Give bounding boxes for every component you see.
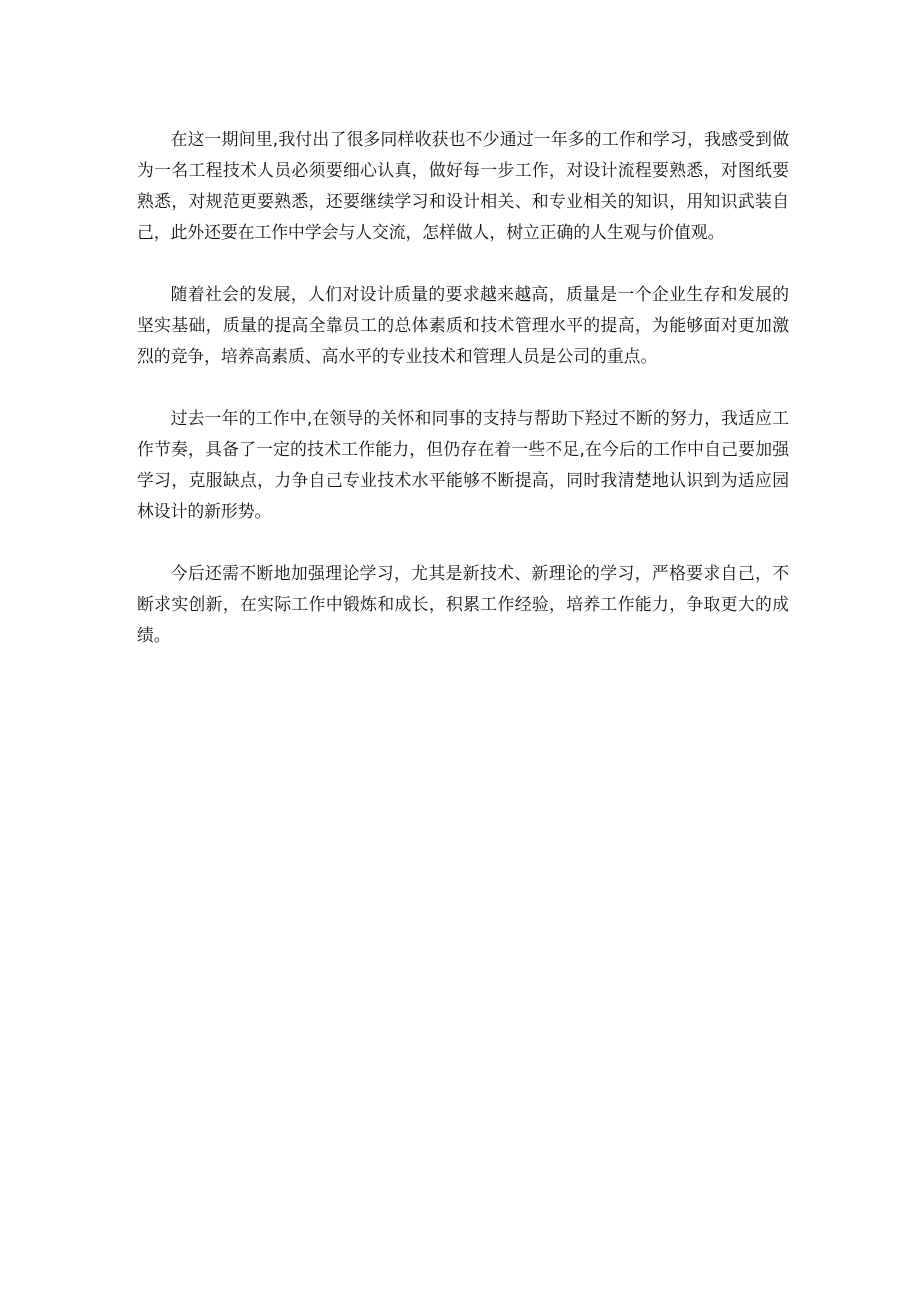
paragraph-4: 今后还需不断地加强理论学习，尤其是新技术、新理论的学习，严格要求自己，不断求实创新，在实际工作中锻炼和成长，积累工作经验，培养工作能力，争取更大的成绩。 xyxy=(137,563,789,645)
document-body xyxy=(137,124,789,682)
paragraph-2: 随着社会的发展，人们对设计质量的要求越来越高，质量是一个企业生存和发展的坚实基础，质量的提高全靠员工的总体素质和技术管理水平的提高，为能够面对更加激烈的竞争，培养高素质、高水平的专业技术和管理人员是公司的重点。 xyxy=(137,284,789,366)
paragraph-3: 过去一年的工作中,在领导的关怀和同事的支持与帮助下羟过不断的努力，我适应工作节奏，具备了一定的技术工作能力，但仍存在着一些不足,在今后的工作中自己要加强学习，克服缺点，力争自己专业技术水平能够不断提高，同时我清楚地认识到为适应园林设计的新形势。 xyxy=(137,408,789,521)
paragraph-1: 在这一期间里,我付出了很多同样收获也不少通过一年多的工作和学习，我感受到做为一名工程技术人员必须要细心认真，做好每一步工作，对设计流程要熟悉，对图纸要熟悉，对规范更要熟悉，还要继续学习和设计相关、和专业相关的知识，用知识武装自己，此外还要在工作中学会与人交流，怎样做人，树立正确的人生观与价值观。 xyxy=(137,129,789,242)
